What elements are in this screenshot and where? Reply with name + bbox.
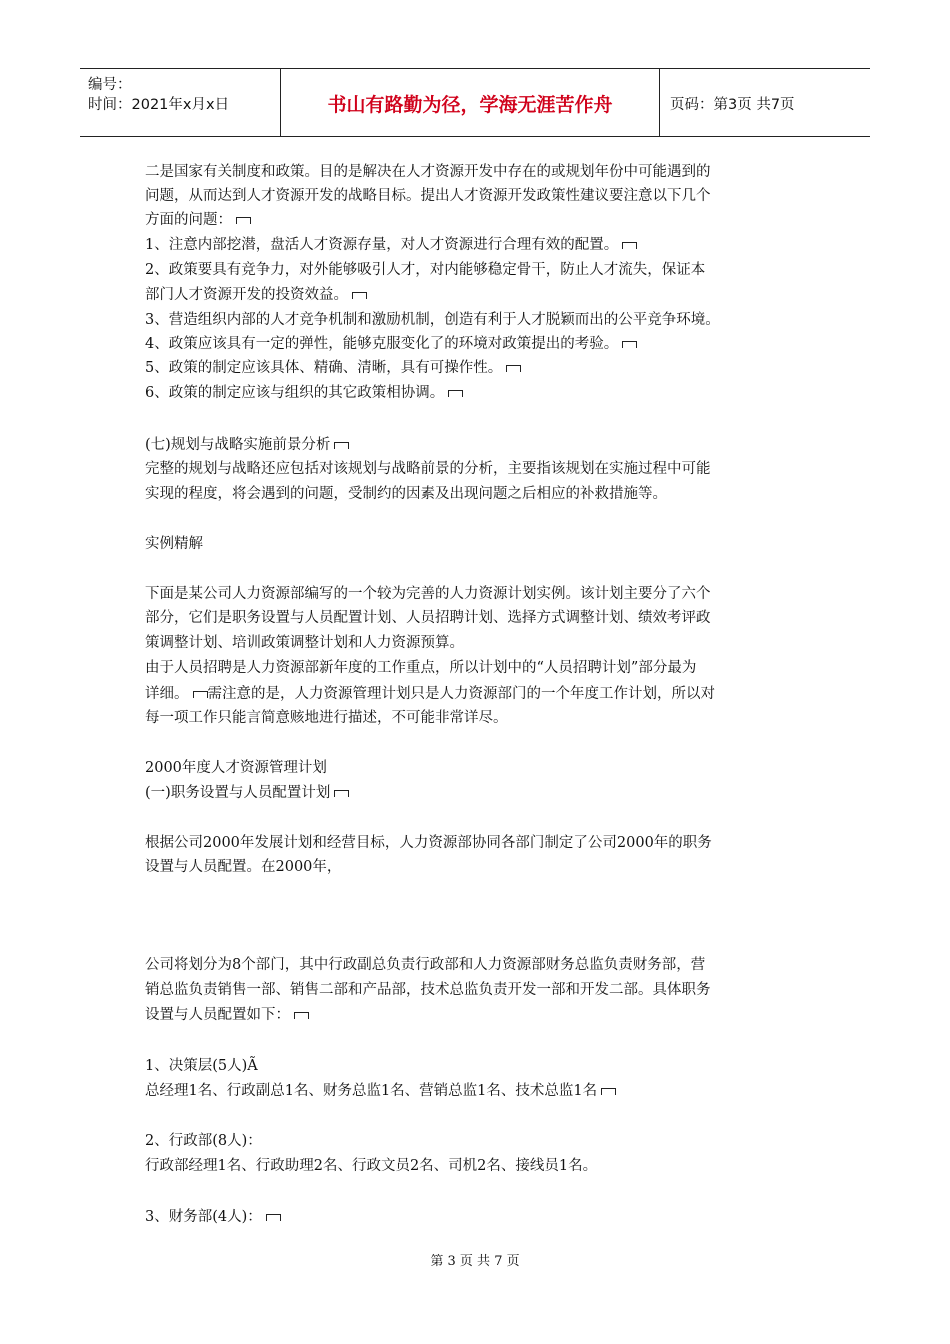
- paragraph-mark-icon: [622, 341, 637, 348]
- paragraph-mark-icon: [448, 390, 463, 397]
- list-item: 3、营造组织内部的人才竞争机制和激励机制，创造有利于人才脱颖而出的公平竞争环境。: [145, 312, 720, 328]
- header-page-cell: [660, 69, 870, 136]
- paragraph-mark-icon: [193, 691, 208, 698]
- header-page-number: 页码：第3页 共7页: [670, 97, 795, 113]
- header-meta-cell: [80, 69, 281, 136]
- paragraph-mark-icon: [334, 790, 349, 797]
- list-item: 4、政策应该具有一定的弹性，能够克服变化了的环境对政策提出的考验。: [145, 334, 637, 354]
- body-line: 公司将划分为8个部门，其中行政副总负责行政部和人力资源部财务总监负责财务部，营: [145, 957, 706, 973]
- list-item: 部门人才资源开发的投资效益。: [145, 285, 367, 305]
- body-line: 二是国家有关制度和政策。目的是解决在人才资源开发中存在的或规划年份中可能遇到的: [145, 164, 711, 180]
- paragraph-mark-icon: [334, 442, 349, 449]
- body-line: 问题，从而达到人才资源开发的战略目标。提出人才资源开发政策性建议要注意以下几个: [145, 188, 711, 204]
- department-heading: 1、决策层(5人)Ã: [145, 1058, 258, 1074]
- document-number-label: 编号：: [88, 77, 132, 93]
- body-line: 由于人员招聘是人力资源部新年度的工作重点，所以计划中的“人员招聘计划”部分最为: [145, 660, 697, 676]
- section-heading: (一)职务设置与人员配置计划: [145, 783, 349, 803]
- header-motto-cell: [281, 69, 660, 136]
- document-date-label: 时间：2021年x月x日: [88, 97, 230, 113]
- list-item: 5、政策的制定应该具体、精确、清晰，具有可操作性。: [145, 358, 521, 378]
- body-line: 销总监负责销售一部、销售二部和产品部，技术总监负责开发一部和开发二部。具体职务: [145, 982, 711, 998]
- body-line: 设置与人员配置如下：: [145, 1005, 309, 1025]
- paragraph-mark-icon: [266, 1214, 281, 1221]
- department-heading: 2、行政部(8人)：: [145, 1133, 262, 1149]
- page-footer: 第 3 页 共 7 页: [430, 1254, 520, 1269]
- list-item: 6、政策的制定应该与组织的其它政策相协调。: [145, 383, 463, 403]
- list-item: 1、注意内部挖潜，盘活人才资源存量，对人才资源进行合理有效的配置。: [145, 235, 637, 255]
- paragraph-mark-icon: [236, 217, 251, 224]
- section-heading: (七)规划与战略实施前景分析: [145, 435, 349, 455]
- paragraph-mark-icon: [506, 365, 521, 372]
- body-line: 根据公司2000年发展计划和经营目标，人力资源部协同各部门制定了公司2000年的职务: [145, 835, 712, 851]
- body-line: 设置与人员配置。在2000年，: [145, 859, 342, 875]
- list-item: 2、政策要具有竞争力，对外能够吸引人才，对内能够稳定骨干，防止人才流失，保证本: [145, 262, 706, 278]
- department-heading: 3、财务部(4人)：: [145, 1207, 281, 1227]
- body-line: 策调整计划、培训政策调整计划和人力资源预算。: [145, 635, 464, 651]
- plan-title: 2000年度人才资源管理计划: [145, 760, 327, 776]
- body-line: 每一项工作只能言简意赅地进行描述，不可能非常详尽。: [145, 710, 508, 726]
- body-line: 下面是某公司人力资源部编写的一个较为完善的人力资源计划实例。该计划主要分了六个: [145, 586, 711, 602]
- page-header: [80, 68, 870, 137]
- department-detail: 总经理1名、行政副总1名、财务总监1名、营销总监1名、技术总监1名: [145, 1081, 616, 1101]
- body-line: 实现的程度，将会遇到的问题，受制约的因素及出现问题之后相应的补救措施等。: [145, 486, 667, 502]
- paragraph-mark-icon: [352, 292, 367, 299]
- paragraph-mark-icon: [294, 1012, 309, 1019]
- body-line: 部分，它们是职务设置与人员配置计划、人员招聘计划、选择方式调整计划、绩效考评政: [145, 610, 711, 626]
- body-line: 详细。 需注意的是，人力资源管理计划只是人力资源部门的一个年度工作计划，所以对: [145, 686, 715, 702]
- section-heading: 实例精解: [145, 536, 203, 552]
- paragraph-mark-icon: [601, 1088, 616, 1095]
- body-line: 方面的问题：: [145, 210, 251, 230]
- header-motto: 书山有路勤为径，学海无涯苦作舟: [327, 94, 613, 116]
- department-detail: 行政部经理1名、行政助理2名、行政文员2名、司机2名、接线员1名。: [145, 1158, 598, 1174]
- body-line: 完整的规划与战略还应包括对该规划与战略前景的分析，主要指该规划在实施过程中可能: [145, 461, 711, 477]
- paragraph-mark-icon: [622, 242, 637, 249]
